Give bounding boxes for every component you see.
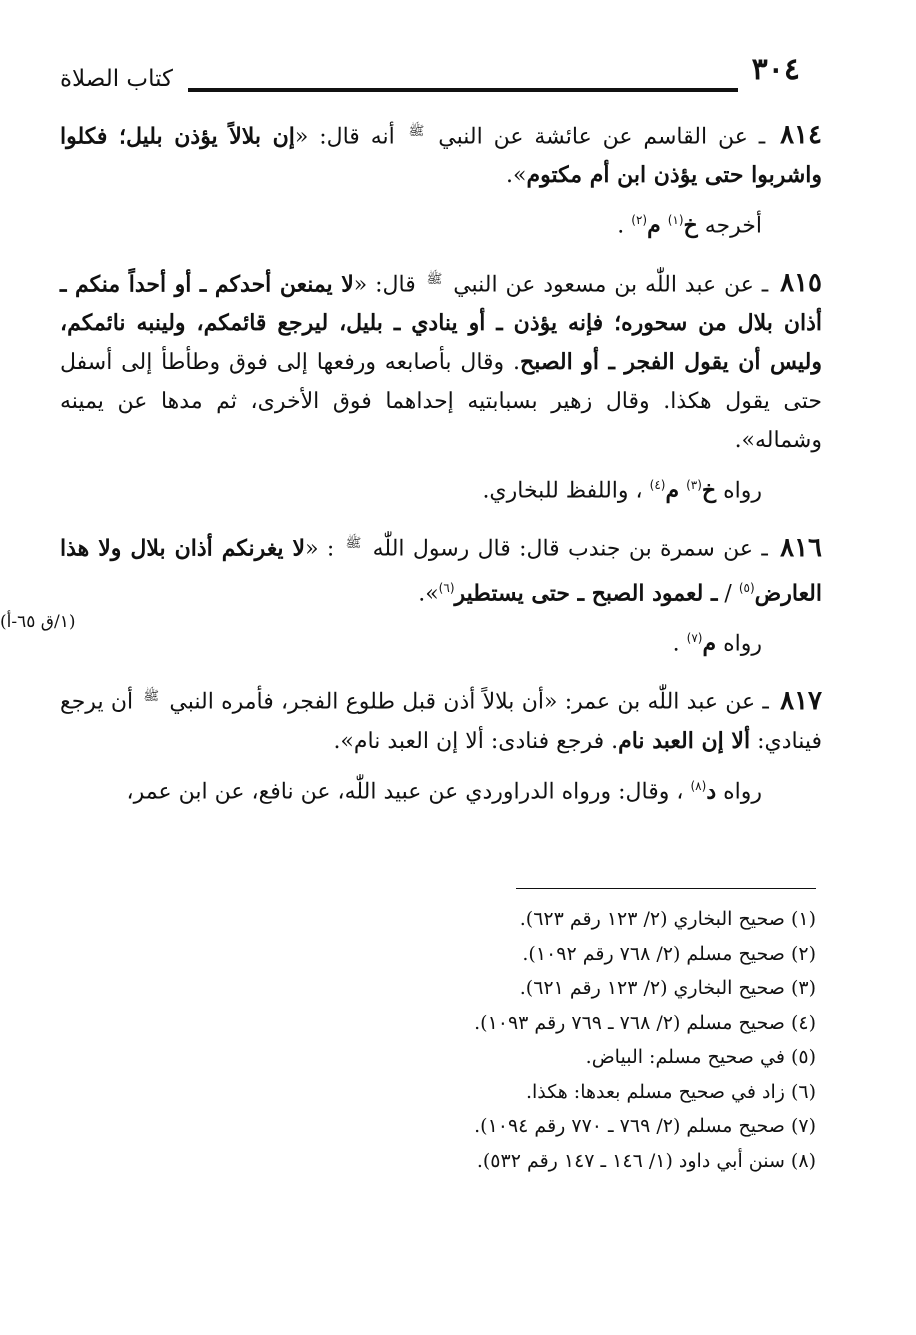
footnote: (٨) سنن أبي داود (١/ ١٤٦ ـ ١٤٧ رقم ٥٣٢). xyxy=(476,1149,816,1172)
footnote: (٣) صحيح البخاري (٢/ ١٢٣ رقم ٦٢١). xyxy=(519,977,816,999)
hadith-text xyxy=(60,112,822,195)
salawat-glyph: ﷺ xyxy=(426,271,443,287)
source-prefix: أخرجه xyxy=(704,213,762,239)
running-header xyxy=(60,52,800,92)
footnote-ref: (٦) xyxy=(438,580,455,595)
footnote-ref: (٤) xyxy=(649,477,666,492)
source-mark: م xyxy=(665,477,680,504)
manuscript-margin-reference: (١/ق ٦٥-أ) xyxy=(0,612,76,632)
isnad: ـ عن سمرة بن جندب قال: قال رسول اللّٰه xyxy=(372,536,768,562)
hadith-continuation: . فرجع فنادى: ألا إن العبد نام». xyxy=(333,728,619,754)
source-prefix: رواه xyxy=(723,478,762,504)
hadith-815 xyxy=(60,260,822,511)
hadith-quote: إن بلالاً يؤذن بليل؛ فكلوا واشربوا حتى يؤذن ابن أم مكتوم xyxy=(60,123,822,189)
quote-close: ». xyxy=(418,580,439,606)
footnote: (٦) زاد في صحيح مسلم بعدها: هكذا. xyxy=(525,1080,816,1103)
source-mark: خ xyxy=(701,477,717,504)
footnote: (١) صحيح البخاري (٢/ ١٢٣ رقم ٦٢٣). xyxy=(519,908,816,930)
hadith-quote: لا يمنعن أحدكم ـ أو أحداً منكم ـ أذان بلال من سحوره؛ فإنه يؤذن ـ أو ينادي ـ بليل، ليرجع قائمكم، ولينبه نائمكم، وليس أن يقول الفجر ـ أو الصبح xyxy=(60,270,823,375)
source-end: . xyxy=(617,213,625,239)
isnad: ـ عن عبد اللّٰه بن عمر: «أن بلالاً أذن قبل طلوع الفجر، فأمره النبي xyxy=(169,689,769,715)
quote-close: ». xyxy=(506,163,527,189)
footnote: (٧) صحيح مسلم (٢/ ٧٦٩ ـ ٧٧٠ رقم ١٠٩٤). xyxy=(474,1115,816,1137)
hadith-text xyxy=(60,524,822,613)
page-number: ٣٠٤ xyxy=(751,52,800,87)
footnote-separator xyxy=(516,888,816,889)
hadith-number: ٨١٤ xyxy=(780,120,822,151)
header-rule xyxy=(188,88,738,92)
footnote: (٤) صحيح مسلم (٢/ ٧٦٨ ـ ٧٦٩ رقم ١٠٩٣). xyxy=(474,1011,816,1034)
salawat-glyph: ﷺ xyxy=(345,536,362,552)
book-title: كتاب الصلاة xyxy=(60,66,173,92)
source-end: ، وقال: ورواه الدراوردي عن عبيد اللّٰه، عن نافع، عن ابن عمر، xyxy=(126,778,684,804)
connector-text: قال: « xyxy=(353,271,416,297)
source-end: . xyxy=(672,631,680,657)
footnote-ref: (٥) xyxy=(738,580,755,595)
hadith-816 xyxy=(60,524,822,663)
footnote-ref: (٣) xyxy=(686,477,702,492)
hadith-quote: لا يغرنكم أذان بلال ولا هذا العارض xyxy=(60,535,822,606)
isnad: ـ عن عبد اللّٰه بن مسعود عن النبي xyxy=(453,271,769,297)
hadith-quote: ألا إن العبد نام xyxy=(618,727,751,754)
manuscript-break: / xyxy=(717,580,739,606)
footnote-ref: (١) xyxy=(667,213,684,228)
source-line xyxy=(60,619,822,663)
connector-text: : « xyxy=(305,536,335,562)
isnad: ـ عن القاسم عن عائشة عن النبي xyxy=(438,124,766,150)
footnote: (٢) صحيح مسلم (٢/ ٧٦٨ رقم ١٠٩٢). xyxy=(522,942,816,965)
source-mark: م xyxy=(647,212,661,239)
footnote-ref: (٨) xyxy=(690,778,707,793)
hadith-817 xyxy=(60,677,822,811)
source-mark: خ xyxy=(683,212,698,239)
source-prefix: رواه xyxy=(723,631,762,657)
source-line xyxy=(60,201,822,245)
connector-text: أنه قال: « xyxy=(294,124,395,150)
hadith-text xyxy=(60,677,822,760)
source-end: ، واللفظ للبخاري. xyxy=(482,478,643,504)
hadith-text xyxy=(60,260,822,460)
footnote-ref: (٢) xyxy=(631,213,648,228)
footnotes xyxy=(116,902,816,1178)
hadith-entries xyxy=(60,112,822,825)
hadith-number: ٨١٥ xyxy=(780,267,822,298)
hadith-number: ٨١٧ xyxy=(780,685,823,716)
hadith-number: ٨١٦ xyxy=(780,532,823,563)
salawat-glyph: ﷺ xyxy=(143,689,160,705)
source-line xyxy=(60,466,822,510)
source-prefix: رواه xyxy=(723,778,762,804)
source-line xyxy=(60,767,822,811)
salawat-glyph: ﷺ xyxy=(408,124,425,139)
connector-text: أن يرجع فينادي: xyxy=(60,689,822,754)
source-mark: د xyxy=(706,777,717,804)
footnote-ref: (٧) xyxy=(686,630,703,645)
hadith-quote: ـ لعمود الصبح ـ حتى يستطير xyxy=(454,579,718,606)
hadith-814 xyxy=(60,112,822,246)
hadith-continuation: . وقال بأصابعه ورفعها إلى فوق وطأطأ إلى أسفل حتى يقول هكذا. وقال زهير بسبابتيه إحداهما فوق الأخرى، ثم مدها عن يمينه وشماله». xyxy=(60,349,822,453)
source-mark: م xyxy=(702,630,717,657)
footnote: (٥) في صحيح مسلم: البياض. xyxy=(585,1046,816,1068)
